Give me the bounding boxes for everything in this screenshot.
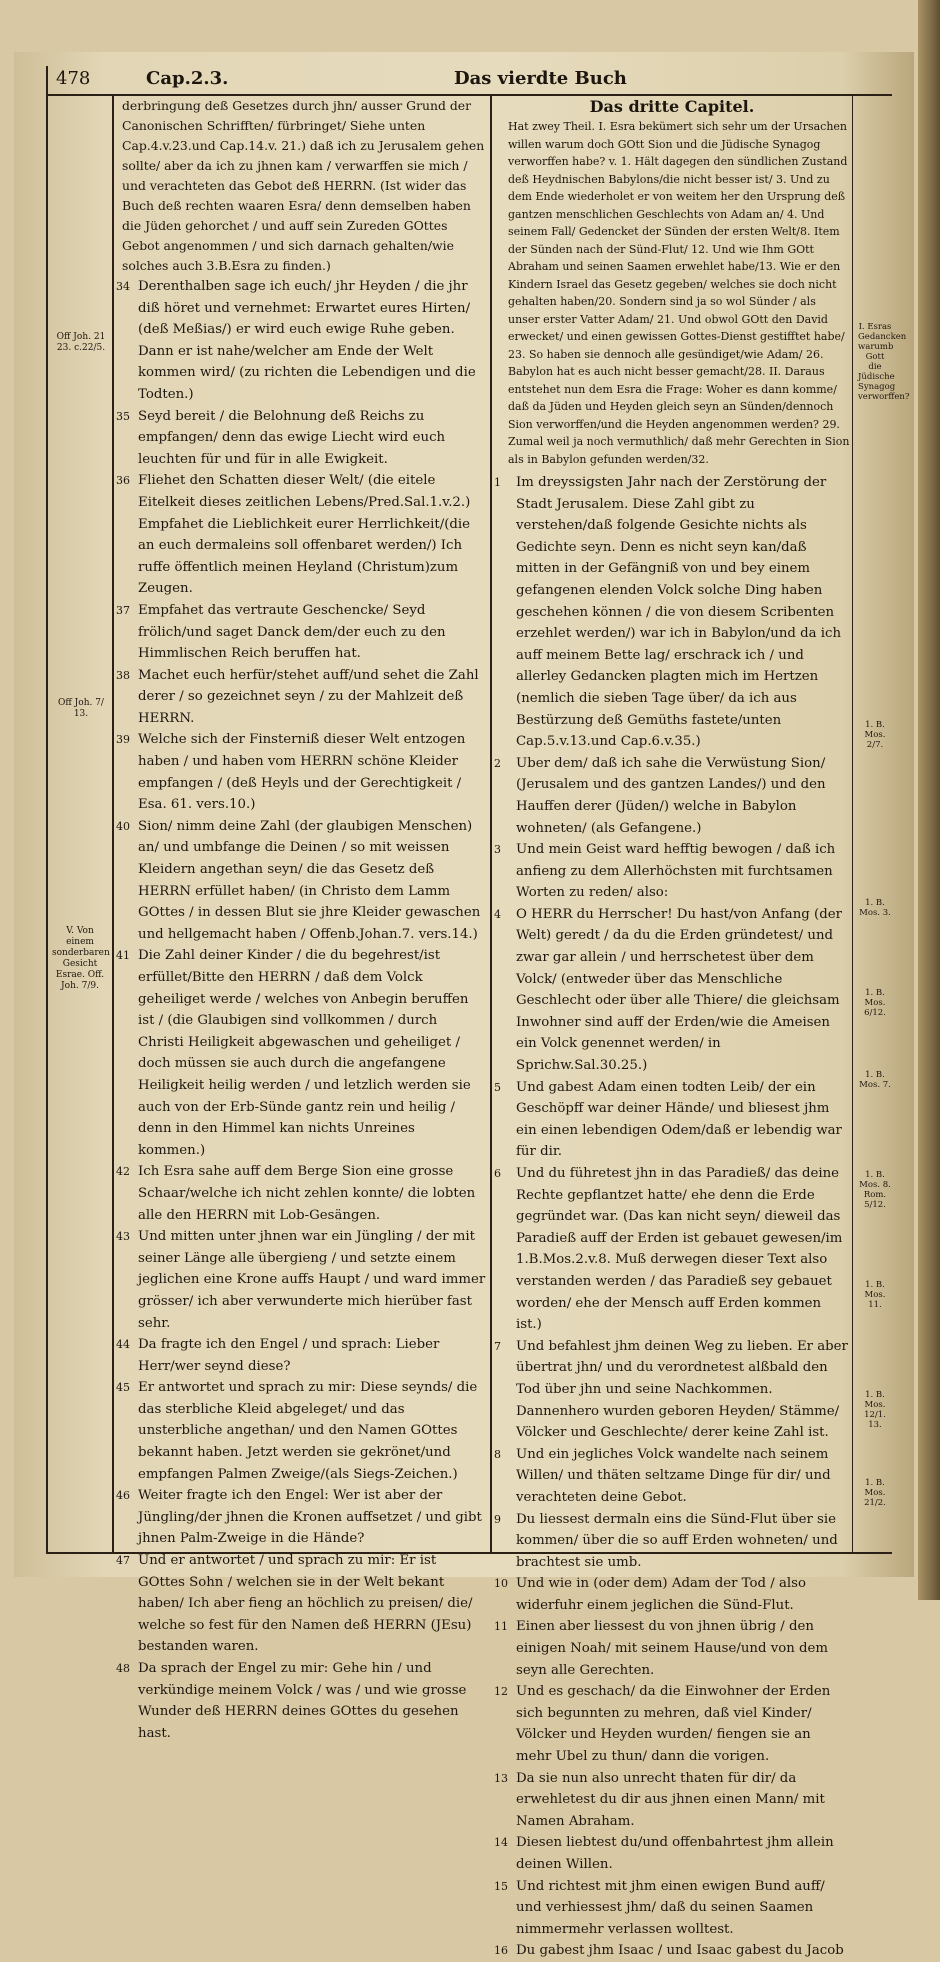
verse-number: 7 xyxy=(494,1339,501,1353)
verse xyxy=(116,945,486,1161)
verse-number: 48 xyxy=(116,1662,130,1675)
verse xyxy=(494,1940,850,1962)
verse-number: 2 xyxy=(494,756,501,770)
verse-number: 12 xyxy=(494,1685,508,1699)
verse-text: Uber dem/ daß ich sahe die Verwüstung Sion/ (Jerusalem und des gantzen Landes/) und den Hauffen derer (Jüden/) welche in Babylon wohneten/ (als Gefangene.) xyxy=(516,755,826,836)
verse-text: Die Zahl deiner Kinder / die du begehrest/ist erfüllet/Bitte den HERRN / daß dem Volck geheiliget werde / welches von Anbegin beruffen ist / (die Glaubigen sind vollkommen / durch Christi Heiligkeit abgewaschen und geheiliget / doch müssen sie auch durch die angefangene Heiligkeit heilig werden / und letzlich werden sie auch von der Erb-Sünde gantz rein und heilig / denn in den Himmel kan nichts Unreines kommen.) xyxy=(138,948,471,1158)
verse-number: 10 xyxy=(494,1577,508,1591)
verse-number: 15 xyxy=(494,1879,508,1893)
verse-number: 43 xyxy=(116,1230,130,1244)
verse xyxy=(116,1226,486,1334)
verse-number: 42 xyxy=(116,1165,130,1179)
verse xyxy=(116,276,486,406)
verse xyxy=(494,1163,850,1336)
verse-number: 3 xyxy=(494,843,501,857)
verse-text: Und mitten unter jhnen war ein Jüngling / der mit seiner Länge alle übergieng / und setzte einem jeglichen eine Krone auffs Haupt / und ward immer grösser/ ich aber verwunderte mich hierüber fast sehr. xyxy=(138,1229,486,1331)
margin-note-right: 1. B. Mos. 3. xyxy=(859,898,891,918)
verse-number: 46 xyxy=(116,1489,130,1503)
margin-note-right: 1. B. Mos. 21/2. xyxy=(864,1478,886,1508)
page-gutter xyxy=(918,0,940,1600)
verse xyxy=(116,600,486,665)
verse-text: Da fragte ich den Engel / und sprach: Lieber Herr/wer seynd diese? xyxy=(138,1337,440,1374)
lead-in-paragraph: derbringung deß Gesetzes durch jhn/ ausser Grund der Canonischen Schrifften/ fürbringet/ Siehe unten Cap.4.v.23.und Cap.14.v. 21.) daß ich zu Jerusalem gehen sollte/ aber da ich zu jhnen kam / verwarffen sie mich / und verachteten das Gebot deß HERRN. (Ist wider das Buch deß rechten waaren Esra/ denn demselben haben die Jüden gehorchet / und auff sein Zureden GOttes Gebot angenommen / und sich darnach gehalten/wie solches auch 3.B.Esra zu finden.) xyxy=(122,98,485,273)
verse xyxy=(494,1509,850,1574)
verse xyxy=(494,839,850,904)
verse-number: 5 xyxy=(494,1080,501,1094)
verse-text: Diesen liebtest du/und offenbahrtest jhm allein deinen Willen. xyxy=(516,1835,834,1872)
verse-text: Du liessest dermaln eins die Sünd-Flut über sie kommen/ über die so auff Erden wohneten/ und brachtest sie umb. xyxy=(516,1511,838,1570)
verse xyxy=(494,904,850,1077)
verse-text: Machet euch herfür/stehet auff/und sehet die Zahl derer / so gezeichnet seyn / zu der Mahlzeit deß HERRN. xyxy=(138,667,479,726)
right-margin-rule xyxy=(852,94,853,1553)
margin-note-left: Off Joh. 7/ 13. xyxy=(58,698,104,719)
margin-note-right: 1. B. Mos. 6/12. xyxy=(864,988,886,1018)
verse-text: Weiter fragte ich den Engel: Wer ist aber der Jüngling/der jhnen die Kronen auffsetzet / und gibt jhnen Palm-Zweige in die Hände? xyxy=(138,1488,482,1547)
verse xyxy=(494,1616,850,1681)
margin-note-right: 1. B. Mos. 12/1. 13. xyxy=(864,1390,886,1430)
outer-left-rule xyxy=(46,66,48,1553)
verse-text: Da sprach der Engel zu mir: Gehe hin / und verkündige meinem Volck / was / und wie grosse Wunder deß HERRN deines GOttes du gesehen hast. xyxy=(138,1661,467,1741)
verse-number: 11 xyxy=(494,1620,508,1634)
verse xyxy=(494,1768,850,1833)
verse xyxy=(494,753,850,839)
verse-text: Und du führetest jhn in das Paradieß/ das deine Rechte gepflantzet hatte/ ehe denn die Erde gegründet war. (Das kan nicht seyn/ dieweil das Paradieß auff der Erden ist gebauet gewesen/im 1.B.Mos.2.v.8. Muß derwegen dieser Text also verstanden werden / das Paradieß sey gebauet worden/ ehe der Mensch auff Erden kommen ist.) xyxy=(516,1166,843,1333)
verse-text: Und gabest Adam einen todten Leib/ der ein Geschöpff war deiner Hände/ und bliesest jhm ein einen lebendigen Odem/daß er lebendig war für dir. xyxy=(516,1079,842,1160)
verse-number: 13 xyxy=(494,1771,508,1785)
verse-number: 34 xyxy=(116,280,130,293)
verse-text: Und richtest mit jhm einen ewigen Bund auff/ und verhiessest jhm/ daß du seinen Saamen nimmermehr verlassen wolltest. xyxy=(516,1878,825,1937)
verse-number: 35 xyxy=(116,409,130,423)
verse xyxy=(116,1377,486,1485)
verse xyxy=(116,1658,486,1744)
verse-text: Da sie nun also unrecht thaten für dir/ da erwehletest du dir aus jhnen einen Mann/ mit Namen Abraham. xyxy=(516,1770,825,1829)
verse-text: Und wie in (oder dem) Adam der Tod / also widerfuhr einem jeglichen die Sünd-Flut. xyxy=(516,1576,806,1613)
verse-text: O HERR du Herrscher! Du hast/von Anfang (der Welt) geredt / da du die Erden gründetest/ und zwar gar allein / und herrschetest über dem Volck/ (entweder über das Menschliche Geschlecht oder über alle Thiere/ die gleichsam Inwohner sind auff der Erden/wie die Ameisen ein Volck genennet werden/ in Sprichw.Sal.30.25.) xyxy=(516,906,842,1074)
verse-text: Sion/ nimm deine Zahl (der glaubigen Menschen) an/ und umbfange die Deinen / so mit weissen Kleidern angethan seyn/ die das Gesetz deß HERRN erfüllet haben/ (in Christo dem Lamm GOttes / in dessen Blut sie jhre Kleider gewaschen und hellgemacht haben / Offenb.Johan.7. vers.14.) xyxy=(138,818,481,942)
verse-number: 41 xyxy=(116,949,130,963)
verse xyxy=(116,665,486,730)
verse xyxy=(116,1161,486,1226)
verse-number: 44 xyxy=(116,1338,130,1352)
verse-number: 1 xyxy=(494,476,501,489)
verse-number: 9 xyxy=(494,1512,501,1526)
verse xyxy=(494,472,850,753)
verse-text: Derenthalben sage ich euch/ jhr Heyden / die jhr diß höret und vernehmet: Erwartet eures Hirten/ (deß Meßias/) er wird euch ewige Ruhe geben. Dann er ist nahe/welcher am Ende der Welt kommen wird/ (zu richten die Lebendigen und die Todten.) xyxy=(138,279,476,402)
verse-number: 36 xyxy=(116,474,130,488)
right-verse-list xyxy=(494,472,850,1962)
margin-note-right: 1. B. Mos. 11. xyxy=(864,1280,886,1310)
verse-number: 14 xyxy=(494,1836,508,1850)
verse-number: 47 xyxy=(116,1554,130,1568)
verse-text: Er antwortet und sprach zu mir: Diese seynds/ die das sterbliche Kleid abgeleget/ und das unsterbliche angethan/ und den Namen GOttes bekannt haben. Jetzt werden sie gekrönet/und empfangen Palmen Zweige/(als Siegs-Zeichen.) xyxy=(138,1380,478,1482)
verse-number: 8 xyxy=(494,1447,501,1461)
verse xyxy=(494,1876,850,1941)
page-number: 478 xyxy=(56,68,91,89)
verse xyxy=(494,1832,850,1875)
margin-note-right: 1. B. Mos. 2/7. xyxy=(864,720,886,750)
chapter-reference: Cap.2.3. xyxy=(146,68,229,89)
verse-text: Fliehet den Schatten dieser Welt/ (die eitele Eitelkeit dieses zeitlichen Lebens/Pred.Sal.1.v.2.) Empfahet die Lieblichkeit eurer Herrlichkeit/(die an euch dermaleins soll offenbaret werden/) Ich ruffe öffentlich meinen Heyland (Christum)zum Zeugen. xyxy=(138,473,471,597)
verse-number: 37 xyxy=(116,603,130,617)
verse xyxy=(494,1573,850,1616)
verse xyxy=(494,1444,850,1509)
verse xyxy=(116,470,486,600)
verse xyxy=(116,1334,486,1377)
margin-note-left: Off Joh. 21 23. c.22/5. xyxy=(56,332,106,353)
verse-number: 38 xyxy=(116,668,130,682)
verse-number: 6 xyxy=(494,1167,501,1180)
verse-text: Du gabest jhm Isaac / und Isaac gabest du Jacob xyxy=(516,1943,844,1959)
book-title: Das vierdte Buch xyxy=(454,68,627,89)
verse-text: Und es geschach/ da die Einwohner der Erden sich begunnten zu mehren, daß viel Kinder/ Völcker und Heyden wurden/ fiengen sie an mehr Ubel zu thun/ dann die vorigen. xyxy=(516,1684,831,1765)
margin-note-right: 1. B. Mos. 8. Rom. 5/12. xyxy=(859,1170,891,1210)
verse-number: 45 xyxy=(116,1381,130,1395)
verse-number: 16 xyxy=(494,1944,508,1958)
verse-number: 39 xyxy=(116,733,130,747)
verse xyxy=(116,1550,486,1658)
verse-number: 40 xyxy=(116,819,130,833)
verse-text: Empfahet das vertraute Geschencke/ Seyd frölich/und saget Danck dem/der euch zu den Himmlischen Reich beruffen hat. xyxy=(138,602,446,662)
margin-note-left: V. Von einem sonderbaren Gesicht Esrae. Off. Joh. 7/9. xyxy=(52,926,110,991)
verse-number: 4 xyxy=(494,907,501,921)
verse xyxy=(116,816,486,946)
verse-text: Im dreyssigsten Jahr nach der Zerstörung der Stadt Jerusalem. Diese Zahl gibt zu verstehen/daß folgende Gesichte nichts als Gedichte seyn. Denn es nicht seyn kan/daß mitten in der Gefängniß von und bey einem gefangenen elenden Volck solche Ding haben geschehen können / die von diesem Scribenten erzehlet werden/) war ich in Babylon/und da ich auff meinem Bette lag/ erschrack ich / und allerley Gedancken plagten mich im Hertzen (nemlich die sieben Tage über/ da ich aus Bestürzung deß Gemüths fastete/unten Cap.5.v.13.und Cap.6.v.35.) xyxy=(516,475,842,750)
verse xyxy=(494,1681,850,1767)
verse xyxy=(116,1485,486,1550)
margin-note-right: I. Esras Gedancken warumb Gott die Jüdische Synagog verworffen? xyxy=(858,322,910,402)
verse-text: Und ein jegliches Volck wandelte nach seinem Willen/ und thäten seltzame Dinge für dir/ und verachteten deine Gebot. xyxy=(516,1446,831,1505)
left-margin-rule xyxy=(112,94,114,1553)
chapter-summary: Hat zwey Theil. I. Esra bekümert sich sehr um der Ursachen willen warum doch GOtt Sion und die Jüdische Synagog verworffen habe? v. 1. Hält dagegen den sündlichen Zustand deß Heydnischen Babylons/die nicht besser ist/ 3. Und zu dem Ende wiederholet er von weitem her den Ursprung deß gantzen menschlichen Geschlechts von Adam an/ 4. Und seinem Fall/ Gedencket der Sünden der ersten Welt/8. Item der Sünden nach der Sünd-Flut/ 12. Und wie Ihm GOtt Abraham und seinen Saamen erwehlet habe/13. Wie er den Kindern Israel das Gesetz gegeben/ welches sie doch nicht gehalten haben/20. Sondern sind ja so wol Sünder / als unser erster Vatter Adam/ 21. Und obwol GOtt den David erwecket/ und einen gewissen Gottes-Dienst gestifftet habe/ 23. So haben sie dennoch alle gesündiget/wie Adam/ 26. Babylon hat es auch nicht besser gemacht/28. II. Daraus entstehet nun dem Esra die Frage: Woher es dann komme/ daß da Jüden und Heyden gleich seyn an Sünden/dennoch Sion verworffen/und die Heyden angenommen werden? 29. Zumal weil ja noch vermuthlich/ daß mehr Gerechten in Sion als in Babylon gefunden werden/32. xyxy=(508,120,850,466)
column-divider-rule xyxy=(490,94,492,1553)
verse-text: Einen aber liessest du von jhnen übrig / den einigen Noah/ mit seinem Hause/und von dem seyn alle Gerechten. xyxy=(516,1619,829,1678)
verse-text: Und befahlest jhm deinen Weg zu lieben. Er aber übertrat jhn/ und du verordnetest alßbald den Tod über jhn und seine Nachkommen. Dannenhero wurden geboren Heyden/ Stämme/ Völcker und Geschlechte/ derer keine Zahl ist. xyxy=(516,1338,848,1441)
verse-text: Seyd bereit / die Belohnung deß Reichs zu empfangen/ denn das ewige Liecht wird euch leuchten für und für in alle Ewigkeit. xyxy=(138,408,446,467)
verse-text: Und mein Geist ward hefftig bewogen / daß ich anfieng zu dem Allerhöchsten mit furchtsamen Worten zu reden/ also: xyxy=(516,842,836,901)
verse-text: Und er antwortet / und sprach zu mir: Er ist GOttes Sohn / welchen sie in der Welt bekant haben/ Ich aber fieng an höchlich zu preisen/ die/ welche so fest für den Namen deß HERRN (JEsu) bestanden waren. xyxy=(138,1553,473,1655)
chapter-title: Das dritte Capitel. xyxy=(589,97,755,116)
verse xyxy=(494,1077,850,1163)
verse xyxy=(494,1336,850,1444)
left-verse-list xyxy=(116,276,486,1744)
verse xyxy=(116,406,486,471)
right-text-column xyxy=(494,96,850,1959)
verse-text: Ich Esra sahe auff dem Berge Sion eine grosse Schaar/welche ich nicht zehlen konnte/ die lobten alle den HERRN mit Lob-Gesängen. xyxy=(138,1164,476,1223)
page-header xyxy=(46,68,882,94)
margin-note-right: 1. B. Mos. 7. xyxy=(859,1070,891,1090)
left-text-column xyxy=(116,96,486,1741)
verse xyxy=(116,729,486,815)
verse-text: Welche sich der Finsterniß dieser Welt entzogen haben / und haben vom HERRN schöne Kleider empfangen / (deß Heyls und der Gerechtigkeit / Esa. 61. vers.10.) xyxy=(138,732,466,813)
